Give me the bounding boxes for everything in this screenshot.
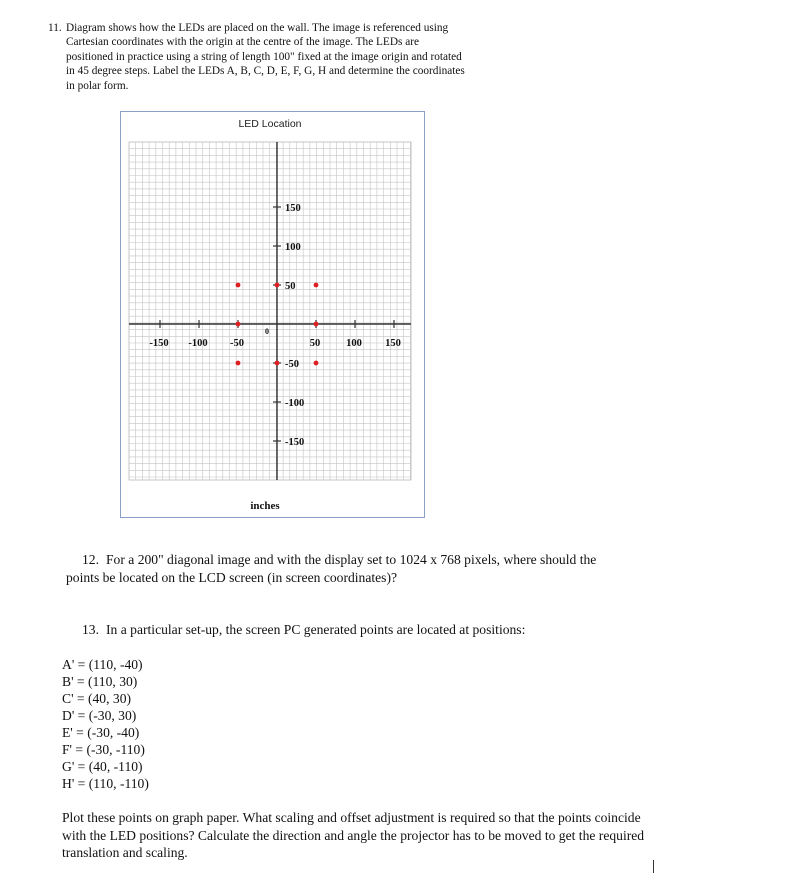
point-d: D' = (-30, 30) [62,708,137,723]
question-13-instructions: Plot these points on graph paper. What scaling and offset adjustment is required so that the points coincide with the LED positions? Calculate the direction and angle the projector has to be moved to get the required translation and scaling. [62,810,645,860]
y-tick-label: -100 [285,398,305,409]
point-g: G' = (40, -110) [62,759,143,774]
point-b: B' = (110, 30) [62,674,138,689]
led-location-chart [120,111,425,518]
x-tick-label: 100 [346,338,362,349]
x-tick-label: -150 [149,338,169,349]
point-h: H' = (110, -110) [62,776,149,791]
text-cursor [653,860,654,873]
chart-title: LED Location [238,118,302,130]
question-13-text: In a particular set-up, the screen PC generated points are located at positions: [106,622,526,637]
question-13-number: 13. [82,622,99,637]
led-point [275,283,280,288]
y-tick-label: 150 [285,203,301,214]
x-tick-label: 50 [309,338,321,349]
point-a: A' = (110, -40) [62,657,143,672]
question-12-number: 12. [82,552,99,567]
led-point [236,361,241,366]
led-point [314,322,319,327]
question-13 [82,622,525,638]
y-tick-label: 100 [285,242,301,253]
y-tick-label: -150 [285,437,305,448]
question-11-number: 11. [48,22,62,34]
chart-x-axis-label: inches [250,500,280,512]
x-tick-label: -50 [230,338,244,349]
point-f: F' = (-30, -110) [62,742,145,757]
chart-grid [129,142,411,480]
led-point [236,322,241,327]
question-12-text: For a 200" diagonal image and with the display set to 1024 x 768 pixels, where should the points be located on the LCD screen (in screen coordinates)? [66,552,597,585]
led-location-plot [121,112,424,517]
generated-points-list [62,656,149,792]
led-point [314,361,319,366]
led-point [236,283,241,288]
y-tick-label: 50 [285,281,296,292]
y-tick-label: -50 [285,359,299,370]
question-12 [66,551,606,587]
x-tick-label: 150 [385,338,401,349]
question-11 [48,21,468,93]
point-e: E' = (-30, -40) [62,725,140,740]
origin-label: 0 [265,327,269,336]
x-tick-label: -100 [188,338,208,349]
led-point [275,361,280,366]
led-point [314,283,319,288]
question-11-text: Diagram shows how the LEDs are placed on the wall. The image is referenced using Cartesian coordinates with the origin at the centre of the image. The LEDs are positioned in practice using a string of length 100" fixed at the image origin and rotated in 45 degree steps. Label the LEDs A, B, C, D, E, F, G, H and determine the coordinates in polar form. [66,22,465,92]
point-c: C' = (40, 30) [62,691,132,706]
